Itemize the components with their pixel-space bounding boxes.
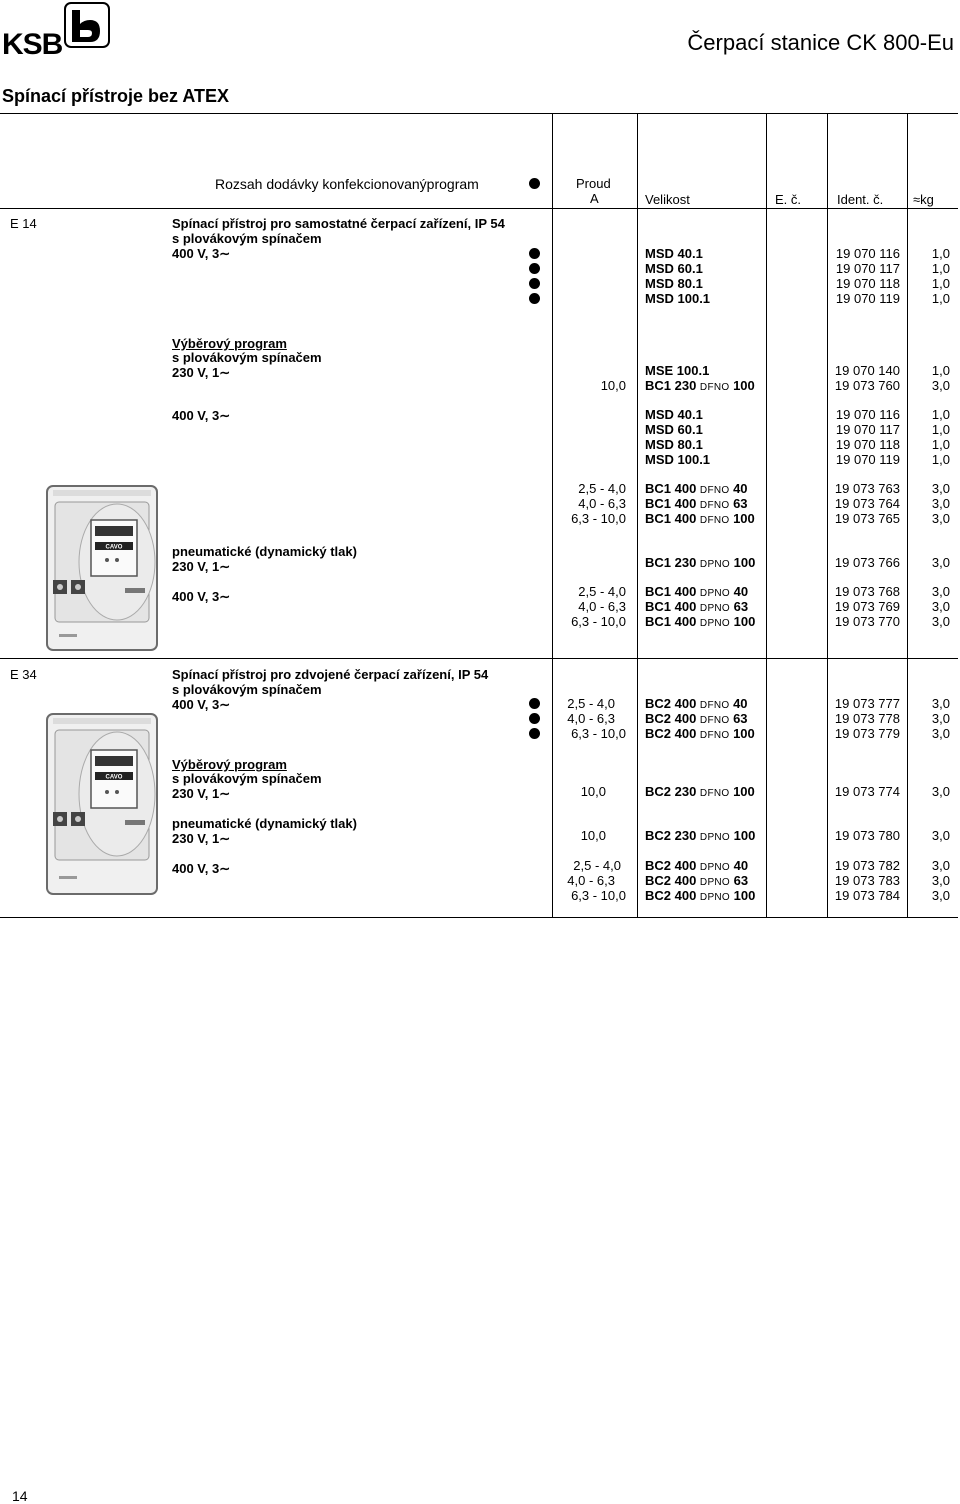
- section-description: Spínací přístroj pro zdvojené čerpací zařízení, IP 54: [172, 667, 489, 682]
- size-cell: MSD 60.1: [645, 422, 703, 437]
- header-bottom-rule: [0, 208, 958, 209]
- size-cell: BC1 230 DFNO 100: [645, 378, 755, 393]
- weight-cell: 3,0: [931, 481, 950, 496]
- ident-cell: 19 070 116: [835, 246, 900, 261]
- section-divider: [0, 658, 958, 659]
- size-cell: BC2 400 DPNO 63: [645, 873, 749, 888]
- size-cell: BC2 400 DFNO 63: [645, 711, 748, 726]
- device-brand-label: CAVO: [105, 774, 123, 781]
- section-code: E 34: [10, 667, 37, 682]
- voltage-label: 230 V, 1∼: [172, 365, 231, 380]
- weight-cell: 1,0: [931, 422, 950, 437]
- header-eno: E. č.: [775, 192, 802, 207]
- bullet-icon: [529, 178, 540, 189]
- weight-cell: 3,0: [931, 614, 950, 629]
- voltage-label: 400 V, 3∼: [172, 246, 231, 261]
- weight-cell: 3,0: [931, 496, 950, 511]
- weight-cell: 1,0: [931, 363, 950, 378]
- size-cell: BC2 230 DFNO 100: [645, 784, 755, 799]
- size-cell: MSD 60.1: [645, 261, 703, 276]
- ident-cell: 19 073 783: [834, 873, 900, 888]
- current-cell: 10,0: [600, 378, 626, 393]
- ident-cell: 19 070 117: [835, 422, 900, 437]
- weight-cell: 3,0: [931, 828, 950, 843]
- header-current-unit: A: [590, 191, 599, 206]
- size-cell: MSE 100.1: [645, 363, 710, 378]
- ident-cell: 19 073 780: [834, 828, 900, 843]
- ident-cell: 19 073 784: [834, 888, 900, 903]
- voltage-label: 230 V, 1∼: [172, 559, 231, 574]
- size-cell: BC2 230 DPNO 100: [645, 828, 756, 843]
- voltage-label: 400 V, 3∼: [172, 408, 231, 423]
- optional-program-subtitle: s plovákovým spínačem: [172, 350, 322, 365]
- current-cell: 2,5 - 4,0: [573, 858, 621, 873]
- weight-cell: 3,0: [931, 873, 950, 888]
- weight-cell: 3,0: [931, 511, 950, 526]
- ident-cell: 19 073 766: [834, 555, 900, 570]
- ident-cell: 19 070 119: [835, 291, 900, 306]
- header-size: Velikost: [645, 192, 690, 207]
- size-cell: MSD 40.1: [645, 407, 703, 422]
- size-cell: BC2 400 DFNO 40: [645, 696, 748, 711]
- page-number: 14: [12, 1488, 28, 1504]
- table-bottom-rule: [0, 917, 958, 918]
- col-divider-size: [637, 113, 638, 917]
- current-cell: 4,0 - 6,3: [578, 496, 626, 511]
- weight-cell: 3,0: [931, 726, 950, 741]
- ident-cell: 19 073 774: [834, 784, 900, 799]
- ident-cell: 19 070 118: [835, 276, 900, 291]
- size-cell: BC2 400 DFNO 100: [645, 726, 755, 741]
- size-cell: MSD 80.1: [645, 437, 703, 452]
- ident-cell: 19 070 140: [834, 363, 900, 378]
- size-cell: BC1 400 DFNO 63: [645, 496, 748, 511]
- section-subtitle: Spínací přístroje bez ATEX: [2, 86, 230, 106]
- size-cell: BC1 400 DPNO 63: [645, 599, 749, 614]
- col-divider-ident: [827, 113, 828, 917]
- ident-cell: 19 073 765: [834, 511, 900, 526]
- ksb-logo-text: KSB: [2, 28, 63, 61]
- size-cell: BC1 400 DPNO 40: [645, 584, 749, 599]
- size-cell: BC1 400 DPNO 100: [645, 614, 756, 629]
- current-cell: 2,5 - 4,0: [567, 696, 615, 711]
- device-brand-label: CAVO: [105, 544, 123, 551]
- weight-cell: 3,0: [931, 858, 950, 873]
- weight-cell: 1,0: [931, 276, 950, 291]
- table-top-rule: [0, 113, 958, 114]
- weight-cell: 3,0: [931, 784, 950, 799]
- weight-cell: 3,0: [931, 711, 950, 726]
- weight-cell: 3,0: [931, 378, 950, 393]
- current-cell: 6,3 - 10,0: [571, 726, 626, 741]
- optional-program-title: Výběrový program: [172, 336, 287, 351]
- optional-program-title: Výběrový program: [172, 757, 287, 772]
- weight-cell: 1,0: [931, 261, 950, 276]
- optional-program-subtitle: s plovákovým spínačem: [172, 771, 322, 786]
- weight-cell: 3,0: [931, 696, 950, 711]
- weight-cell: 1,0: [931, 291, 950, 306]
- current-cell: 2,5 - 4,0: [578, 481, 626, 496]
- ident-cell: 19 073 768: [834, 584, 900, 599]
- weight-cell: 3,0: [931, 888, 950, 903]
- current-cell: 4,0 - 6,3: [578, 599, 626, 614]
- ident-cell: 19 073 769: [834, 599, 900, 614]
- pneumatic-label: pneumatické (dynamický tlak): [172, 816, 357, 831]
- header-weight: ≈kg: [913, 192, 934, 207]
- size-cell: MSD 100.1: [645, 291, 711, 306]
- bullet-icon: [529, 248, 540, 259]
- size-cell: BC1 230 DPNO 100: [645, 555, 756, 570]
- switchgear-device-image: [45, 712, 161, 898]
- bullet-icon: [529, 728, 540, 739]
- bullet-icon: [529, 698, 540, 709]
- bullet-icon: [529, 713, 540, 724]
- ident-cell: 19 073 778: [834, 711, 900, 726]
- current-cell: 6,3 - 10,0: [571, 511, 626, 526]
- current-cell: 6,3 - 10,0: [571, 614, 626, 629]
- bullet-icon: [529, 263, 540, 274]
- current-cell: 2,5 - 4,0: [578, 584, 626, 599]
- weight-cell: 1,0: [931, 452, 950, 467]
- col-divider-weight: [907, 113, 908, 917]
- voltage-label: 230 V, 1∼: [172, 831, 231, 846]
- size-cell: MSD 100.1: [645, 452, 711, 467]
- weight-cell: 1,0: [931, 437, 950, 452]
- ident-cell: 19 073 770: [834, 614, 900, 629]
- current-cell: 10,0: [580, 784, 606, 799]
- bullet-icon: [529, 278, 540, 289]
- pneumatic-label: pneumatické (dynamický tlak): [172, 544, 357, 559]
- weight-cell: 1,0: [931, 407, 950, 422]
- header-scope: Rozsah dodávky konfekcionovanýprogram: [215, 176, 479, 192]
- ident-cell: 19 070 116: [835, 407, 900, 422]
- ident-cell: 19 073 777: [834, 696, 900, 711]
- section-code: E 14: [10, 216, 37, 231]
- voltage-label: 400 V, 3∼: [172, 697, 231, 712]
- ident-cell: 19 073 782: [834, 858, 900, 873]
- page-title: Čerpací stanice CK 800-Eu: [687, 30, 954, 55]
- current-cell: 4,0 - 6,3: [567, 873, 615, 888]
- size-cell: BC2 400 DPNO 40: [645, 858, 749, 873]
- weight-cell: 3,0: [931, 584, 950, 599]
- ksb-logo-icon: [64, 2, 110, 48]
- bullet-icon: [529, 293, 540, 304]
- ident-cell: 19 073 760: [834, 378, 900, 393]
- current-cell: 4,0 - 6,3: [567, 711, 615, 726]
- switchgear-device-image: [45, 484, 161, 654]
- section-description: Spínací přístroj pro samostatné čerpací zařízení, IP 54: [172, 216, 505, 231]
- col-divider-eno: [766, 113, 767, 917]
- size-cell: BC2 400 DPNO 100: [645, 888, 756, 903]
- size-cell: MSD 80.1: [645, 276, 703, 291]
- ident-cell: 19 070 119: [835, 452, 900, 467]
- weight-cell: 1,0: [931, 246, 950, 261]
- section-description-line2: s plovákovým spínačem: [172, 231, 322, 246]
- header-ident: Ident. č.: [837, 192, 884, 207]
- size-cell: BC1 400 DFNO 40: [645, 481, 748, 496]
- header-current: Proud: [576, 176, 611, 191]
- current-cell: 10,0: [580, 828, 606, 843]
- size-cell: BC1 400 DFNO 100: [645, 511, 755, 526]
- current-cell: 6,3 - 10,0: [571, 888, 626, 903]
- ident-cell: 19 070 117: [835, 261, 900, 276]
- ident-cell: 19 073 764: [834, 496, 900, 511]
- ident-cell: 19 070 118: [835, 437, 900, 452]
- ident-cell: 19 073 763: [834, 481, 900, 496]
- weight-cell: 3,0: [931, 599, 950, 614]
- voltage-label: 400 V, 3∼: [172, 589, 231, 604]
- size-cell: MSD 40.1: [645, 246, 703, 261]
- voltage-label: 230 V, 1∼: [172, 786, 231, 801]
- ident-cell: 19 073 779: [834, 726, 900, 741]
- section-description-line2: s plovákovým spínačem: [172, 682, 322, 697]
- voltage-label: 400 V, 3∼: [172, 861, 231, 876]
- weight-cell: 3,0: [931, 555, 950, 570]
